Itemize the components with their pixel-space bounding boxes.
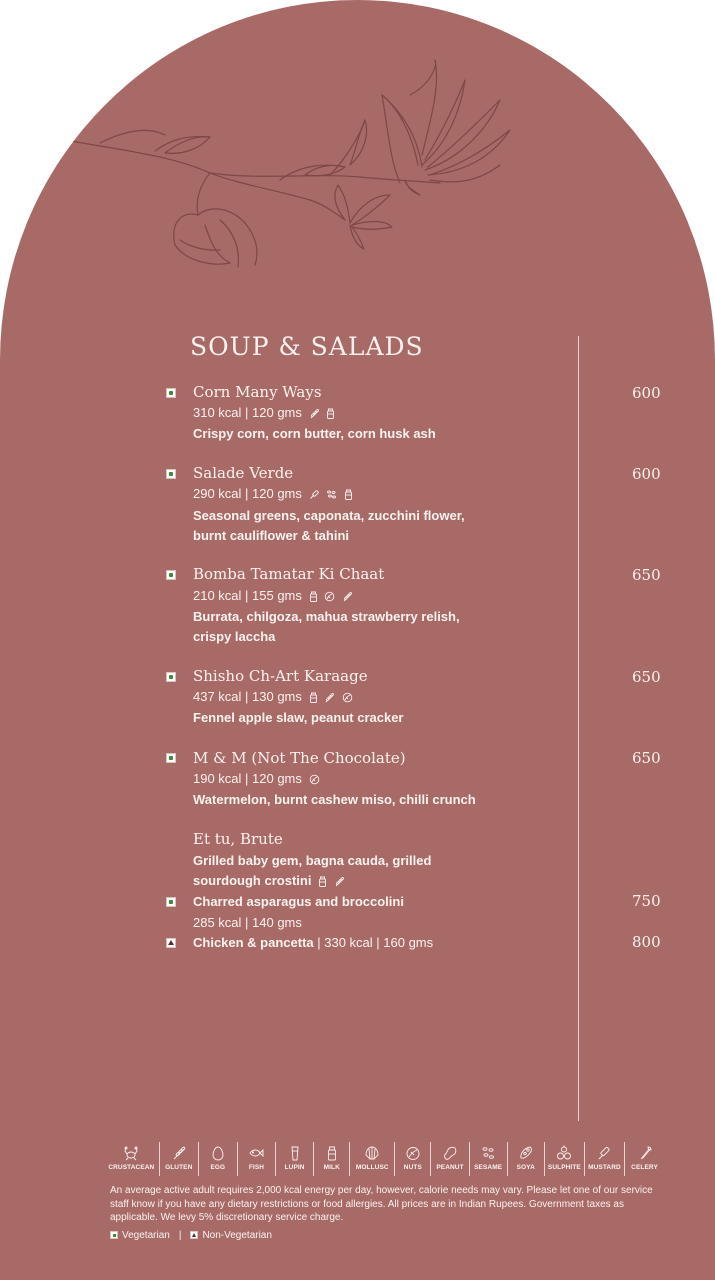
- option-price: 800: [632, 933, 661, 951]
- sesame-icon: [480, 1145, 496, 1161]
- item-name: Bomba Tamatar Ki Chaat: [193, 565, 385, 583]
- item-price: 600: [632, 465, 661, 483]
- veg-icon: [166, 570, 176, 580]
- item-meta: 190 kcal | 120 gms: [193, 771, 320, 786]
- gluten-icon: [334, 876, 345, 887]
- magnolia-illustration: [60, 55, 530, 285]
- mustard-icon: [596, 1145, 612, 1161]
- item-description: Burrata, chilgoza, mahua strawberry relish,: [193, 609, 460, 624]
- option-meta: 285 kcal | 140 gms: [193, 915, 302, 930]
- allergen-soya: SOYA: [508, 1142, 545, 1176]
- lupin-icon: [287, 1145, 303, 1161]
- sulphite-icon: [556, 1145, 572, 1161]
- allergen-nuts: NUTS: [395, 1142, 431, 1176]
- veg-icon: [166, 469, 176, 479]
- diet-legend: [110, 1230, 272, 1241]
- crustacean-icon: [123, 1145, 139, 1161]
- allergen-peanut: PEANUT: [431, 1142, 469, 1176]
- item-meta: 437 kcal | 130 gms: [193, 689, 353, 704]
- celery-icon: [637, 1145, 653, 1161]
- milk-icon: [344, 489, 353, 500]
- vertical-divider: [578, 336, 579, 1121]
- item-description-line2: crispy laccha: [193, 629, 276, 644]
- veg-icon: [166, 388, 176, 398]
- allergen-fish: FISH: [238, 1142, 276, 1176]
- mustard-icon: [309, 489, 320, 500]
- allergen-mustard: MUSTARD: [585, 1142, 625, 1176]
- allergen-sulphite: SULPHITE: [545, 1142, 585, 1176]
- gluten-icon: [171, 1145, 187, 1161]
- disclaimer-text: An average active adult requires 2,000 kcal energy per day, however, calorie needs may vary. Please let one of our service staff know if you have any dietary restrictions or food allergies. All prices are in Indian Rupees. Government taxes as applicable. We levy 5% discretionary service charge.: [110, 1185, 653, 1223]
- egg-icon: [210, 1145, 226, 1161]
- allergen-legend: [104, 1142, 664, 1178]
- allergen-lupin: LUPIN: [276, 1142, 314, 1176]
- item-price: 650: [632, 668, 661, 686]
- legend-separator: |: [178, 1230, 182, 1241]
- allergen-sesame: SESAME: [470, 1142, 508, 1176]
- allergen-gluten: GLUTEN: [160, 1142, 199, 1176]
- item-name: Shisho Ch-Art Karaage: [193, 667, 368, 685]
- non-veg-icon: [190, 1231, 198, 1239]
- option-label: Charred asparagus and broccolini: [193, 894, 404, 909]
- option-label: Chicken & pancetta: [193, 935, 314, 950]
- option-line: [193, 935, 433, 950]
- item-description: Watermelon, burnt cashew miso, chilli crunch: [193, 792, 476, 807]
- option-meta: | 330 kcal | 160 gms: [313, 935, 434, 950]
- item-price: 650: [632, 566, 661, 584]
- nuts-icon: [342, 692, 353, 703]
- milk-icon: [309, 692, 318, 703]
- gluten-icon: [342, 591, 353, 602]
- allergen-milk: MILK: [314, 1142, 350, 1176]
- milk-icon: [326, 408, 335, 419]
- veg-icon: [166, 897, 176, 907]
- veg-icon: [166, 753, 176, 763]
- allergen-egg: EGG: [199, 1142, 238, 1176]
- item-name: Salade Verde: [193, 464, 294, 482]
- soya-icon: [518, 1145, 534, 1161]
- item-description-line2: burnt cauliflower & tahini: [193, 528, 350, 543]
- milk-icon: [309, 591, 318, 602]
- item-meta: 310 kcal | 120 gms: [193, 405, 335, 420]
- non-veg-icon: [166, 938, 176, 948]
- fish-icon: [248, 1145, 264, 1161]
- item-description: Grilled baby gem, bagna cauda, grilled: [193, 853, 432, 868]
- allergen-crustacean: CRUSTACEAN: [104, 1142, 160, 1176]
- item-description-line2: sourdough crostini: [193, 873, 345, 888]
- item-price: 650: [632, 749, 661, 767]
- item-meta: 290 kcal | 120 gms: [193, 486, 353, 501]
- mollusc-icon: [364, 1145, 380, 1161]
- item-name: Corn Many Ways: [193, 383, 322, 401]
- legend-veg-label: Vegetarian: [122, 1230, 170, 1241]
- legend-nonveg-label: Non-Vegetarian: [202, 1230, 272, 1241]
- allergen-mollusc: MOLLUSC: [350, 1142, 395, 1176]
- item-description: Fennel apple slaw, peanut cracker: [193, 710, 404, 725]
- veg-icon: [110, 1231, 118, 1239]
- gluten-icon: [324, 692, 335, 703]
- item-description: Crispy corn, corn butter, corn husk ash: [193, 426, 436, 441]
- peanut-icon: [442, 1145, 458, 1161]
- item-description: Seasonal greens, caponata, zucchini flower,: [193, 508, 465, 523]
- nuts-icon: [405, 1145, 421, 1161]
- item-meta: 210 kcal | 155 gms: [193, 588, 353, 603]
- section-title: SOUP & SALADS: [190, 332, 424, 361]
- item-name: M & M (Not The Chocolate): [193, 749, 406, 767]
- milk-icon: [324, 1145, 340, 1161]
- veg-icon: [166, 672, 176, 682]
- option-price: 750: [632, 892, 661, 910]
- sesame-icon: [326, 489, 337, 500]
- nuts-icon: [309, 774, 320, 785]
- item-name: Et tu, Brute: [193, 830, 283, 848]
- nuts-icon: [324, 591, 335, 602]
- gluten-icon: [309, 408, 320, 419]
- milk-icon: [318, 876, 327, 887]
- allergen-celery: CELERY: [625, 1142, 664, 1176]
- item-price: 600: [632, 384, 661, 402]
